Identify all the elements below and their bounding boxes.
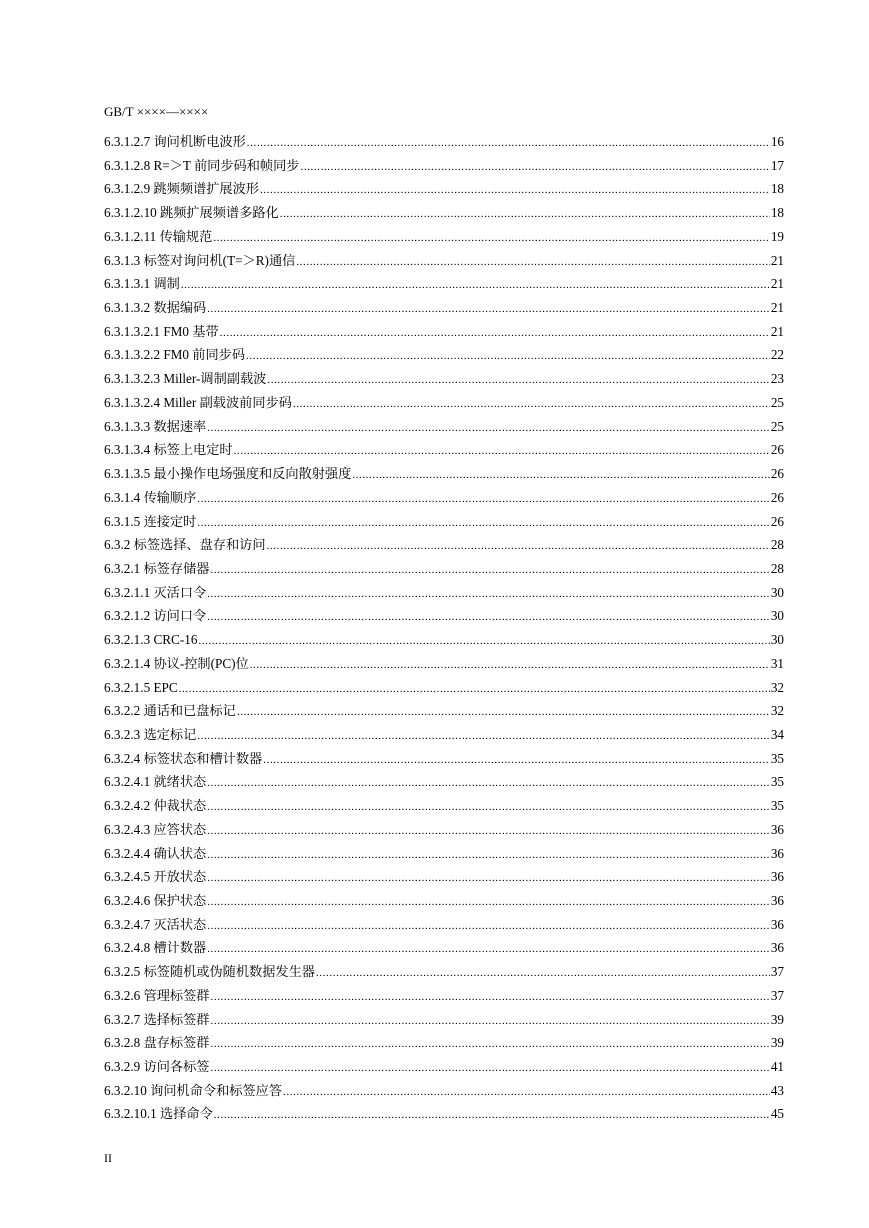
- toc-entry-number: 6.3.2.4.7: [104, 916, 151, 932]
- toc-entry-number: 6.3.2.1.1: [104, 584, 151, 600]
- toc-entry-title: [104, 747, 262, 771]
- toc-entry-page: 30: [770, 608, 784, 624]
- table-of-contents: [104, 130, 784, 1126]
- toc-leader-dots: [207, 417, 770, 441]
- toc-entry-number: 6.3.2.9: [104, 1059, 141, 1075]
- toc-entry-text: Miller 副载波前同步码: [163, 394, 292, 410]
- toc-entry-number: 6.3.1.3: [104, 252, 141, 268]
- toc-leader-dots: [207, 796, 770, 820]
- toc-entry-page: 30: [770, 584, 784, 600]
- toc-entry-text: 选定标记: [143, 726, 197, 742]
- toc-leader-dots: [267, 369, 769, 393]
- toc-leader-dots: [250, 654, 770, 678]
- toc-leader-dots: [211, 1057, 770, 1081]
- toc-entry[interactable]: [104, 296, 784, 320]
- toc-entry-number: 6.3.2.1.4: [104, 655, 151, 671]
- toc-entry-title: [104, 984, 210, 1008]
- toc-entry[interactable]: [104, 438, 784, 462]
- toc-entry-text: 调制: [153, 276, 180, 292]
- toc-entry-number: 6.3.1.3.1: [104, 276, 151, 292]
- toc-entry-number: 6.3.1.3.4: [104, 442, 151, 458]
- toc-entry-title: [104, 1079, 282, 1103]
- toc-entry-title: [104, 676, 178, 700]
- toc-entry-text: Miller-调制副载波: [163, 371, 267, 387]
- toc-leader-dots: [280, 203, 770, 227]
- toc-entry-number: 6.3.1.3.2.3: [104, 371, 161, 387]
- toc-entry-page: 19: [770, 228, 784, 244]
- toc-entry-page: 28: [770, 537, 784, 553]
- toc-entry-text: 标签上电定时: [153, 442, 233, 458]
- toc-entry-text: 跳频扩展频谱多路化: [160, 205, 279, 221]
- toc-entry-page: 25: [770, 394, 784, 410]
- toc-leader-dots: [197, 488, 770, 512]
- toc-entry-title: [104, 557, 210, 581]
- toc-entry-text: 标签随机或伪随机数据发生器: [143, 964, 315, 980]
- toc-entry[interactable]: [104, 415, 784, 439]
- toc-entry-page: 21: [770, 252, 784, 268]
- toc-entry-page: 43: [770, 1082, 784, 1098]
- toc-entry-title: [104, 842, 206, 866]
- toc-entry[interactable]: [104, 770, 784, 794]
- toc-entry-number: 6.3.2.1.5: [104, 679, 151, 695]
- toc-entry-text: FM0 基带: [163, 323, 219, 339]
- toc-entry-page: 34: [770, 726, 784, 742]
- toc-entry-number: 6.3.2.7: [104, 1011, 141, 1027]
- toc-entry-page: 26: [770, 489, 784, 505]
- toc-entry-title: [104, 225, 212, 249]
- toc-leader-dots: [237, 701, 770, 725]
- toc-entry-page: 37: [770, 987, 784, 1003]
- toc-entry-page: 45: [770, 1106, 784, 1122]
- toc-entry-number: 6.3.2.4.6: [104, 893, 151, 908]
- toc-entry-title: [104, 604, 206, 628]
- toc-leader-dots: [293, 393, 770, 417]
- toc-entry-title: [104, 272, 180, 296]
- toc-entry-text: 灭活状态: [153, 916, 207, 932]
- toc-leader-dots: [234, 440, 770, 464]
- toc-entry[interactable]: [104, 1008, 784, 1032]
- toc-entry-text: 保护状态: [153, 893, 207, 908]
- toc-entry-text: 管理标签群: [143, 987, 210, 1003]
- toc-entry-page: 16: [770, 134, 784, 149]
- toc-entry[interactable]: [104, 794, 784, 818]
- toc-entry[interactable]: [104, 984, 784, 1008]
- toc-entry-title: [104, 343, 245, 367]
- toc-entry[interactable]: [104, 913, 784, 937]
- toc-leader-dots: [207, 867, 770, 891]
- toc-entry-page: 36: [770, 821, 784, 837]
- toc-leader-dots: [214, 1104, 770, 1128]
- toc-entry-text: 应答状态: [153, 821, 207, 837]
- toc-entry[interactable]: [104, 865, 784, 889]
- toc-entry-title: [104, 652, 249, 676]
- toc-entry-page: 36: [770, 869, 784, 885]
- toc-leader-dots: [283, 1081, 770, 1105]
- toc-leader-dots: [211, 1033, 770, 1057]
- toc-leader-dots: [207, 915, 770, 939]
- toc-entry-title: [104, 177, 259, 201]
- toc-entry-title: [104, 296, 206, 320]
- toc-entry-text: 标签存储器: [143, 560, 210, 576]
- toc-entry-number: 6.3.1.2.8: [104, 157, 151, 173]
- toc-entry-title: [104, 486, 196, 510]
- toc-entry-text: 标签状态和槽计数器: [143, 750, 263, 766]
- toc-entry-text: 标签选择、盘存和访问: [133, 537, 266, 553]
- toc-entry-title: [104, 889, 206, 913]
- toc-leader-dots: [198, 630, 769, 654]
- toc-leader-dots: [207, 606, 770, 630]
- toc-entry-title: [104, 960, 315, 984]
- toc-entry-number: 6.3.1.3.2.4: [104, 394, 161, 410]
- toc-entry-text: 选择命令: [160, 1106, 213, 1122]
- toc-entry-text: 数据速率: [153, 418, 207, 434]
- toc-leader-dots: [207, 891, 770, 915]
- toc-entry-title: [104, 391, 292, 415]
- toc-entry[interactable]: [104, 533, 784, 557]
- toc-leader-dots: [207, 583, 770, 607]
- toc-leader-dots: [263, 749, 770, 773]
- toc-entry-page: 31: [770, 655, 784, 671]
- toc-leader-dots: [197, 512, 770, 536]
- toc-entry-text: 通话和已盘标记: [143, 703, 236, 719]
- toc-entry-page: 26: [770, 442, 784, 458]
- toc-entry-page: 17: [770, 157, 784, 173]
- toc-entry[interactable]: [104, 557, 784, 581]
- toc-entry-number: 6.3.1.2.10: [104, 205, 157, 221]
- toc-leader-dots: [220, 322, 770, 346]
- toc-entry-text: CRC-16: [153, 632, 198, 648]
- toc-entry-number: 6.3.2.4: [104, 750, 141, 766]
- toc-entry-page: 35: [770, 774, 784, 790]
- toc-entry-title: [104, 130, 246, 154]
- toc-entry-title: [104, 699, 236, 723]
- toc-entry[interactable]: [104, 486, 784, 510]
- toc-entry-title: [104, 581, 206, 605]
- toc-entry[interactable]: [104, 462, 784, 486]
- toc-entry-text: 询问机断电波形: [153, 134, 246, 149]
- toc-entry-title: [104, 510, 196, 534]
- toc-entry-page: 26: [770, 466, 784, 482]
- toc-entry-text: 协议-控制(PC)位: [153, 655, 249, 671]
- toc-leader-dots: [267, 535, 770, 559]
- toc-entry-text: 选择标签群: [143, 1011, 210, 1027]
- toc-entry[interactable]: [104, 889, 784, 913]
- toc-entry-number: 6.3.1.2.9: [104, 181, 151, 197]
- toc-entry-title: [104, 794, 206, 818]
- toc-entry[interactable]: [104, 818, 784, 842]
- toc-entry-text: 盘存标签群: [143, 1035, 210, 1051]
- toc-entry-page: 32: [770, 703, 784, 719]
- toc-entry[interactable]: [104, 1079, 784, 1103]
- toc-entry-text: 最小操作电场强度和反向散射强度: [153, 466, 352, 482]
- page-number-footer: II: [104, 1151, 112, 1165]
- toc-entry[interactable]: [104, 272, 784, 296]
- toc-entry-number: 6.3.1.5: [104, 513, 141, 529]
- toc-entry-number: 6.3.2.3: [104, 726, 141, 742]
- toc-entry-number: 6.3.1.2.11: [104, 228, 157, 244]
- toc-entry-text: 访问各标签: [143, 1059, 210, 1075]
- toc-leader-dots: [247, 132, 770, 156]
- toc-entry-text: 连接定时: [143, 513, 197, 529]
- toc-entry-title: [104, 1008, 210, 1032]
- toc-entry-title: [104, 628, 197, 652]
- toc-leader-dots: [211, 1010, 770, 1034]
- toc-entry-number: 6.3.1.4: [104, 489, 141, 505]
- toc-entry-number: 6.3.2.8: [104, 1035, 141, 1051]
- toc-entry[interactable]: [104, 604, 784, 628]
- toc-entry-title: [104, 367, 266, 391]
- toc-entry-number: 6.3.1.2.7: [104, 134, 151, 149]
- toc-leader-dots: [207, 772, 770, 796]
- toc-entry-page: 28: [770, 560, 784, 576]
- toc-entry-number: 6.3.2.4.8: [104, 940, 151, 956]
- toc-entry-number: 6.3.2.4.3: [104, 821, 151, 837]
- toc-entry-number: 6.3.1.3.3: [104, 418, 151, 434]
- toc-entry-title: [104, 1102, 213, 1126]
- toc-leader-dots: [316, 962, 770, 986]
- toc-entry-title: [104, 249, 295, 273]
- toc-leader-dots: [179, 678, 770, 702]
- toc-entry-title: [104, 723, 196, 747]
- toc-leader-dots: [246, 345, 770, 369]
- toc-entry-page: 18: [770, 205, 784, 221]
- toc-entry-text: 传输规范: [159, 228, 213, 244]
- toc-entry-title: [104, 865, 206, 889]
- toc-entry-text: EPC: [153, 679, 178, 695]
- toc-entry-number: 6.3.2.4.1: [104, 774, 151, 790]
- toc-entry-title: [104, 201, 279, 225]
- toc-entry-title: [104, 533, 266, 557]
- toc-entry-title: [104, 154, 300, 178]
- toc-entry-title: [104, 320, 219, 344]
- toc-entry-page: 21: [770, 276, 784, 292]
- toc-entry[interactable]: [104, 652, 784, 676]
- toc-entry-text: 访问口令: [153, 608, 207, 624]
- toc-leader-dots: [181, 274, 770, 298]
- toc-entry-page: 26: [770, 513, 784, 529]
- toc-entry-number: 6.3.2.2: [104, 703, 141, 719]
- toc-entry[interactable]: [104, 391, 784, 415]
- toc-entry-page: 30: [770, 632, 784, 648]
- toc-entry-text: R=＞T 前同步码和帧同步: [153, 157, 300, 173]
- toc-entry-page: 36: [770, 893, 784, 908]
- toc-leader-dots: [207, 820, 770, 844]
- toc-leader-dots: [197, 725, 770, 749]
- toc-leader-dots: [260, 179, 770, 203]
- toc-entry[interactable]: [104, 130, 784, 154]
- toc-entry-page: 25: [770, 418, 784, 434]
- toc-entry-number: 6.3.2.1.3: [104, 632, 151, 648]
- toc-entry-title: [104, 438, 233, 462]
- toc-entry-number: 6.3.1.3.2.1: [104, 323, 161, 339]
- toc-entry-text: 跳频频谱扩展波形: [153, 181, 259, 197]
- toc-entry-number: 6.3.2.10.1: [104, 1106, 157, 1122]
- toc-entry[interactable]: [104, 225, 784, 249]
- toc-entry[interactable]: [104, 343, 784, 367]
- toc-entry[interactable]: [104, 723, 784, 747]
- toc-entry[interactable]: [104, 960, 784, 984]
- toc-entry[interactable]: [104, 747, 784, 771]
- toc-entry[interactable]: [104, 177, 784, 201]
- toc-entry[interactable]: [104, 1102, 784, 1126]
- toc-entry[interactable]: [104, 936, 784, 960]
- toc-entry-title: [104, 1055, 210, 1079]
- toc-leader-dots: [207, 298, 770, 322]
- toc-entry-title: [104, 415, 206, 439]
- toc-entry-text: 开放状态: [153, 869, 207, 885]
- toc-entry[interactable]: [104, 201, 784, 225]
- toc-entry-number: 6.3.1.3.2: [104, 300, 151, 316]
- toc-entry-page: 18: [770, 181, 784, 197]
- toc-entry[interactable]: [104, 842, 784, 866]
- toc-entry-page: 36: [770, 916, 784, 932]
- standard-code-header: GB/T ××××—××××: [104, 104, 209, 119]
- toc-entry-text: 标签对询问机(T=＞R)通信: [143, 252, 296, 268]
- toc-entry-page: 23: [770, 371, 784, 387]
- toc-leader-dots: [211, 559, 770, 583]
- toc-entry-number: 6.3.2.1.2: [104, 608, 151, 624]
- toc-leader-dots: [207, 938, 770, 962]
- toc-entry-page: 21: [770, 300, 784, 316]
- toc-leader-dots: [207, 844, 770, 868]
- toc-entry-text: FM0 前同步码: [163, 347, 246, 363]
- toc-entry-page: 22: [770, 347, 784, 363]
- toc-entry-title: [104, 913, 206, 937]
- toc-entry-page: 36: [770, 940, 784, 956]
- toc-entry-title: [104, 770, 206, 794]
- toc-entry-number: 6.3.2.10: [104, 1082, 147, 1098]
- toc-entry[interactable]: [104, 1031, 784, 1055]
- toc-entry-page: 41: [770, 1059, 784, 1075]
- toc-entry-number: 6.3.2.1: [104, 560, 141, 576]
- toc-entry-title: [104, 818, 206, 842]
- toc-entry-number: 6.3.1.3.5: [104, 466, 151, 482]
- toc-entry-text: 传输顺序: [143, 489, 197, 505]
- toc-entry-text: 确认状态: [153, 845, 207, 861]
- toc-entry-number: 6.3.2.5: [104, 964, 141, 980]
- toc-leader-dots: [296, 251, 769, 275]
- toc-entry-number: 6.3.2.4.5: [104, 869, 151, 885]
- toc-entry-page: 37: [770, 964, 784, 980]
- toc-entry-page: 36: [770, 845, 784, 861]
- toc-entry-page: 39: [770, 1011, 784, 1027]
- toc-entry-number: 6.3.2.6: [104, 987, 141, 1003]
- toc-entry-page: 32: [770, 679, 784, 695]
- toc-entry[interactable]: [104, 249, 784, 273]
- toc-leader-dots: [213, 227, 770, 251]
- toc-entry-number: 6.3.2.4.4: [104, 845, 151, 861]
- toc-entry-page: 35: [770, 798, 784, 814]
- toc-entry[interactable]: [104, 676, 784, 700]
- toc-entry-text: 就绪状态: [153, 774, 207, 790]
- toc-entry-text: 询问机命令和标签应答: [150, 1082, 283, 1098]
- toc-entry-page: 39: [770, 1035, 784, 1051]
- toc-leader-dots: [352, 464, 770, 488]
- toc-entry[interactable]: [104, 154, 784, 178]
- toc-entry[interactable]: [104, 699, 784, 723]
- toc-entry[interactable]: [104, 1055, 784, 1079]
- toc-entry[interactable]: [104, 367, 784, 391]
- toc-entry[interactable]: [104, 628, 784, 652]
- toc-entry[interactable]: [104, 581, 784, 605]
- toc-entry-page: 35: [770, 750, 784, 766]
- toc-entry-title: [104, 462, 351, 486]
- toc-entry-text: 仲裁状态: [153, 798, 207, 814]
- toc-entry-title: [104, 936, 206, 960]
- toc-entry-page: 21: [770, 323, 784, 339]
- toc-entry-title: [104, 1031, 210, 1055]
- toc-leader-dots: [211, 986, 770, 1010]
- toc-entry[interactable]: [104, 510, 784, 534]
- toc-entry-text: 灭活口令: [153, 584, 207, 600]
- toc-entry-number: 6.3.1.3.2.2: [104, 347, 161, 363]
- toc-entry-number: 6.3.2: [104, 537, 131, 553]
- toc-entry-text: 数据编码: [153, 300, 207, 316]
- toc-entry-number: 6.3.2.4.2: [104, 798, 151, 814]
- toc-leader-dots: [301, 156, 770, 180]
- toc-entry-text: 槽计数器: [153, 940, 207, 956]
- toc-entry[interactable]: [104, 320, 784, 344]
